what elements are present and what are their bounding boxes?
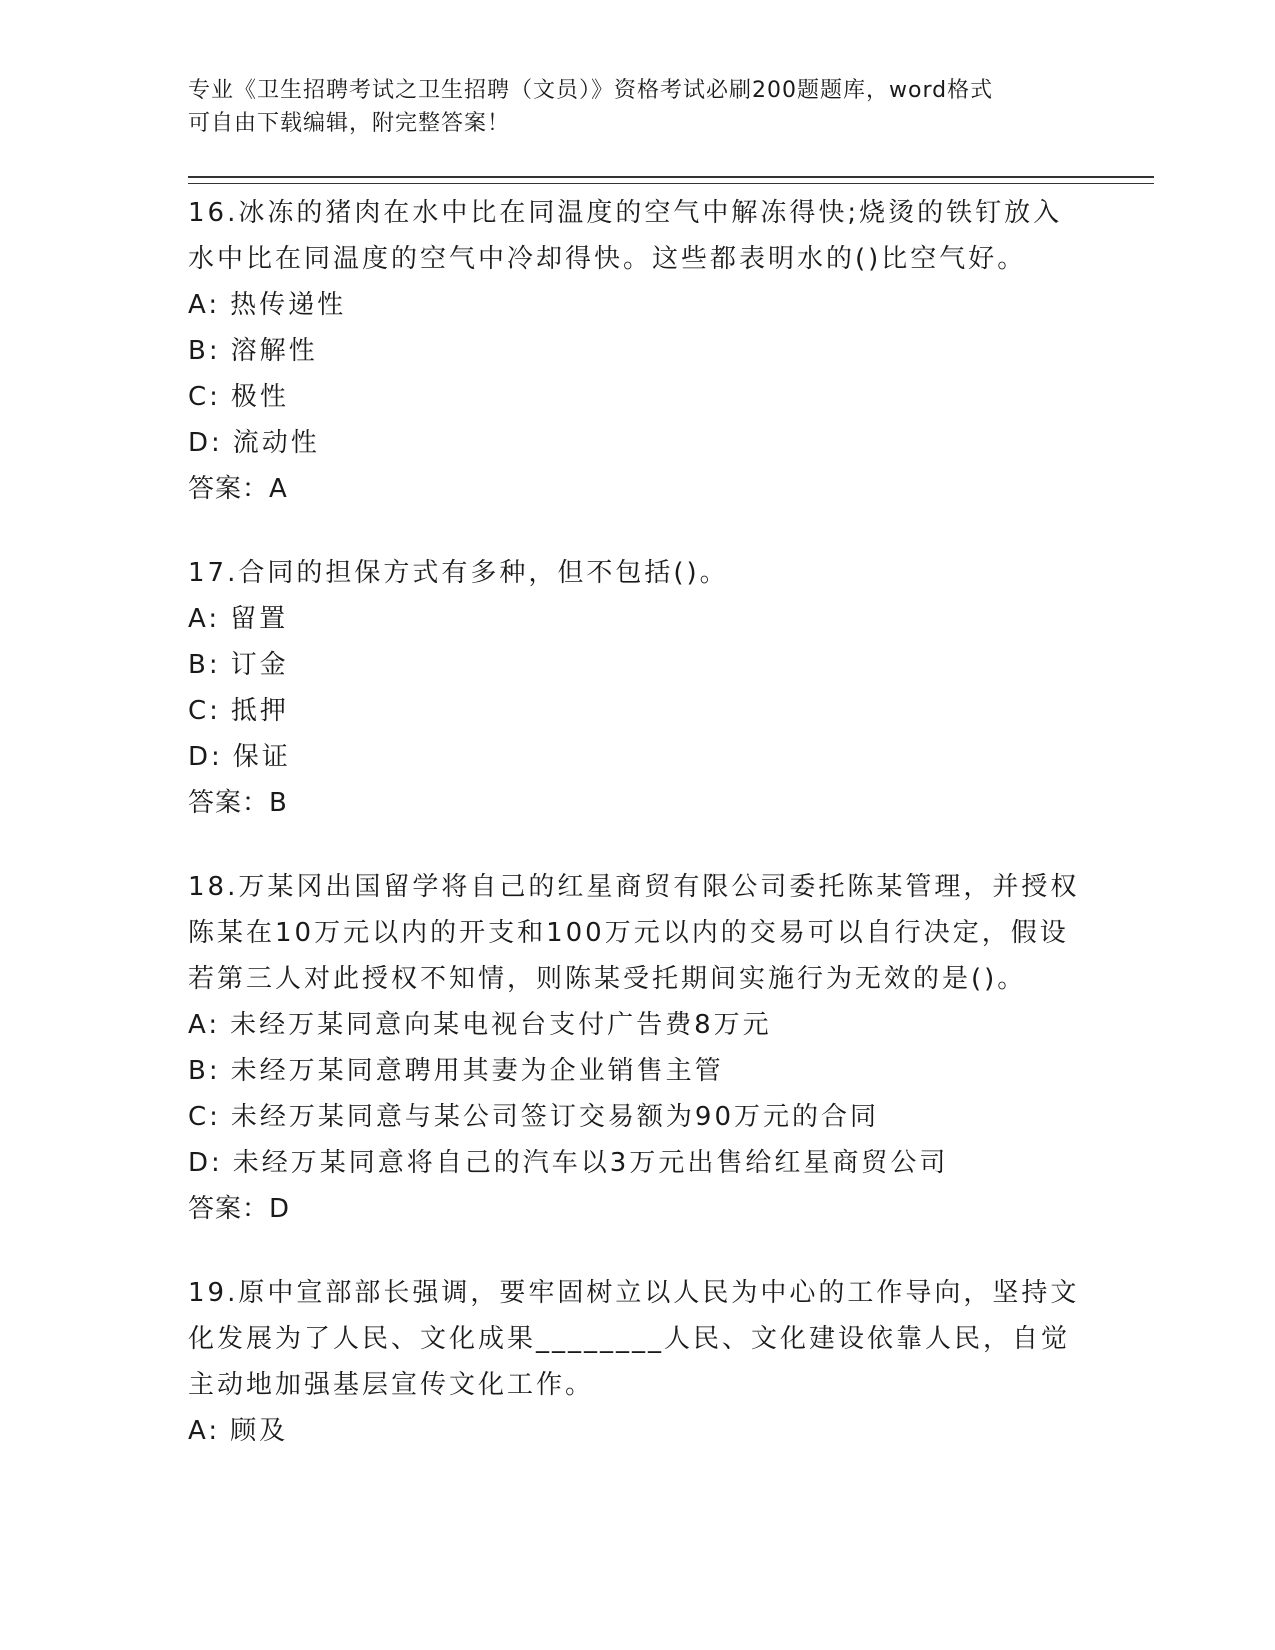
option-letter: C:: [188, 382, 221, 412]
option-letter: D:: [188, 1148, 223, 1178]
option-text: 未经万某同意与某公司签订交易额为90万元的合同: [230, 1102, 880, 1132]
option-b: [188, 1048, 1088, 1094]
header-line-2: 可自由下载编辑，附完整答案！: [188, 111, 511, 136]
option-text: 保证: [232, 742, 291, 772]
option-text: 未经万某同意向某电视台支付广告费8万元: [230, 1010, 772, 1040]
question-18: [188, 864, 1088, 1232]
option-a: [188, 1408, 1088, 1454]
question-stem: 17.合同的担保方式有多种，但不包括()。: [188, 558, 729, 588]
option-letter: D:: [188, 742, 223, 772]
option-a: [188, 282, 1088, 328]
header-divider-thick: [188, 176, 1154, 178]
option-a: [188, 596, 1088, 642]
option-text: 未经万某同意聘用其妻为企业销售主管: [230, 1056, 724, 1086]
option-letter: A:: [188, 604, 221, 634]
option-letter: A:: [188, 1010, 221, 1040]
option-d: [188, 420, 1088, 466]
question-stem: 16.冰冻的猪肉在水中比在同温度的空气中解冻得快;烧烫的铁钉放入水中比在同温度的空气中冷却得快。这些都表明水的()比空气好。: [188, 198, 1063, 274]
option-letter: B:: [188, 336, 221, 366]
question-19: [188, 1270, 1088, 1454]
option-text: 流动性: [232, 428, 320, 458]
answer-line: 答案：B: [188, 788, 288, 818]
option-text: 热传递性: [230, 290, 347, 320]
question-16: [188, 190, 1088, 512]
option-a: [188, 1002, 1088, 1048]
header-divider-thin: [188, 183, 1154, 184]
option-letter: D:: [188, 428, 223, 458]
question-stem: 18.万某冈出国留学将自己的红星商贸有限公司委托陈某管理，并授权陈某在10万元以内的开支和100万元以内的交易可以自行决定，假设若第三人对此授权不知情，则陈某受托期间实施行为无效的是()。: [188, 872, 1080, 994]
option-text: 抵押: [230, 696, 289, 726]
option-d: [188, 1140, 1088, 1186]
page-header: [188, 74, 1088, 140]
option-b: [188, 642, 1088, 688]
option-text: 未经万某同意将自己的汽车以3万元出售给红星商贸公司: [232, 1148, 949, 1178]
option-text: 留置: [230, 604, 289, 634]
option-text: 极性: [230, 382, 289, 412]
question-stem: 19.原中宣部部长强调，要牢固树立以人民为中心的工作导向，坚持文化发展为了人民、文化成果________人民、文化建设依靠人民，自觉主动地加强基层宣传文化工作。: [188, 1278, 1080, 1400]
option-c: [188, 1094, 1088, 1140]
option-d: [188, 734, 1088, 780]
option-c: [188, 374, 1088, 420]
answer-line: 答案：D: [188, 1194, 291, 1224]
option-letter: A:: [188, 290, 221, 320]
option-letter: B:: [188, 1056, 221, 1086]
option-letter: B:: [188, 650, 221, 680]
option-c: [188, 688, 1088, 734]
question-17: [188, 550, 1088, 826]
option-letter: C:: [188, 1102, 221, 1132]
option-letter: A:: [188, 1416, 221, 1446]
option-letter: C:: [188, 696, 221, 726]
question-list: [188, 190, 1088, 1492]
option-text: 订金: [230, 650, 289, 680]
option-b: [188, 328, 1088, 374]
header-line-1: 专业《卫生招聘考试之卫生招聘（文员）》资格考试必刷200题题库，word格式: [188, 78, 994, 103]
option-text: 溶解性: [230, 336, 318, 366]
option-text: 顾及: [230, 1416, 289, 1446]
answer-line: 答案：A: [188, 474, 288, 504]
